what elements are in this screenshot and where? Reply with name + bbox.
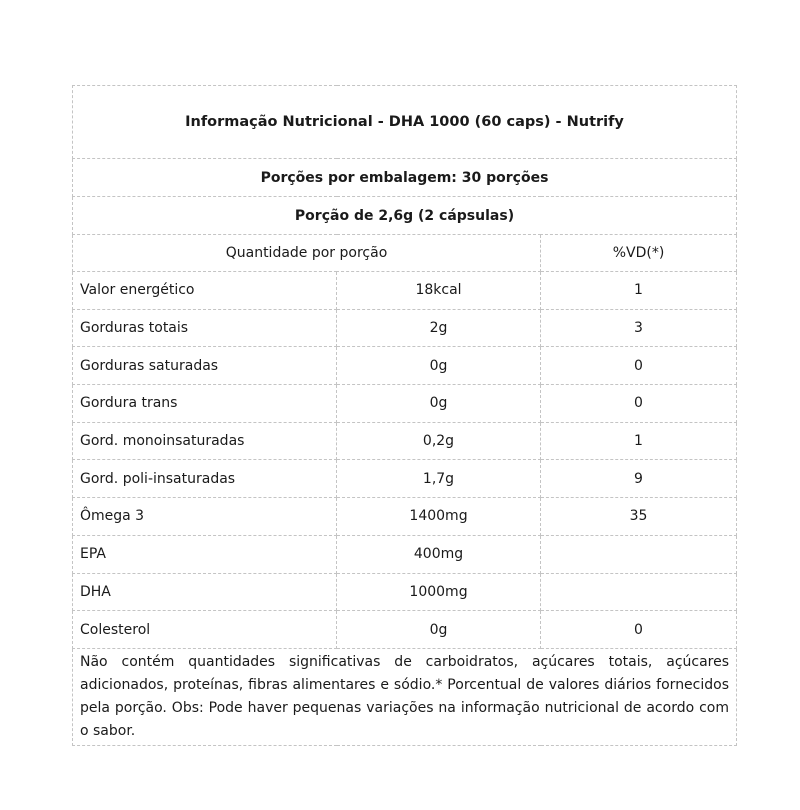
header-dv: %VD(*): [541, 235, 737, 272]
nutrient-name: EPA: [73, 535, 337, 573]
table-row: [73, 611, 737, 649]
nutrient-name: Gorduras saturadas: [73, 347, 337, 385]
nutrient-amount: 0,2g: [337, 422, 541, 460]
nutrient-dv: 0: [541, 611, 737, 649]
nutrient-dv: 1: [541, 422, 737, 460]
nutrient-name: Gord. monoinsaturadas: [73, 422, 337, 460]
table-row: [73, 573, 737, 611]
table-row: [73, 460, 737, 498]
nutrient-amount: 1,7g: [337, 460, 541, 498]
nutrient-dv: [541, 573, 737, 611]
nutrient-amount: 18kcal: [337, 272, 541, 310]
serving-size: Porção de 2,6g (2 cápsulas): [73, 197, 737, 235]
nutrient-name: Gord. poli-insaturadas: [73, 460, 337, 498]
nutrient-name: Gorduras totais: [73, 309, 337, 347]
nutrient-dv: 3: [541, 309, 737, 347]
header-quantity: Quantidade por porção: [73, 235, 541, 272]
nutrient-amount: 0g: [337, 347, 541, 385]
nutrient-dv: 0: [541, 385, 737, 423]
table-row: [73, 498, 737, 536]
table-row: [73, 422, 737, 460]
table-row: [73, 385, 737, 423]
nutrient-amount: 0g: [337, 385, 541, 423]
table-title: Informação Nutricional - DHA 1000 (60 caps) - Nutrify: [73, 86, 737, 159]
footnote: Não contém quantidades significativas de carboidratos, açúcares totais, açúcares adicionados, proteínas, fibras alimentares e sódio.* Porcentual de valores diários fornecidos pela porção. Obs: Pode haver pequenas variações na informação nutricional de acordo com o sabor.: [73, 648, 737, 745]
table-row: [73, 309, 737, 347]
table-row: [73, 347, 737, 385]
nutrient-name: Colesterol: [73, 611, 337, 649]
nutrient-name: Ômega 3: [73, 498, 337, 536]
table-row: [73, 535, 737, 573]
servings-per-package: Porções por embalagem: 30 porções: [73, 159, 737, 197]
nutrient-amount: 1000mg: [337, 573, 541, 611]
table-row: [73, 272, 737, 310]
nutrient-amount: 2g: [337, 309, 541, 347]
nutrient-name: Gordura trans: [73, 385, 337, 423]
nutrient-dv: [541, 535, 737, 573]
nutrient-dv: 35: [541, 498, 737, 536]
nutrient-name: Valor energético: [73, 272, 337, 310]
nutrient-name: DHA: [73, 573, 337, 611]
nutrient-amount: 1400mg: [337, 498, 541, 536]
nutrient-amount: 400mg: [337, 535, 541, 573]
nutrient-amount: 0g: [337, 611, 541, 649]
nutrient-dv: 0: [541, 347, 737, 385]
nutrition-table: [72, 85, 737, 746]
nutrient-dv: 9: [541, 460, 737, 498]
nutrient-dv: 1: [541, 272, 737, 310]
